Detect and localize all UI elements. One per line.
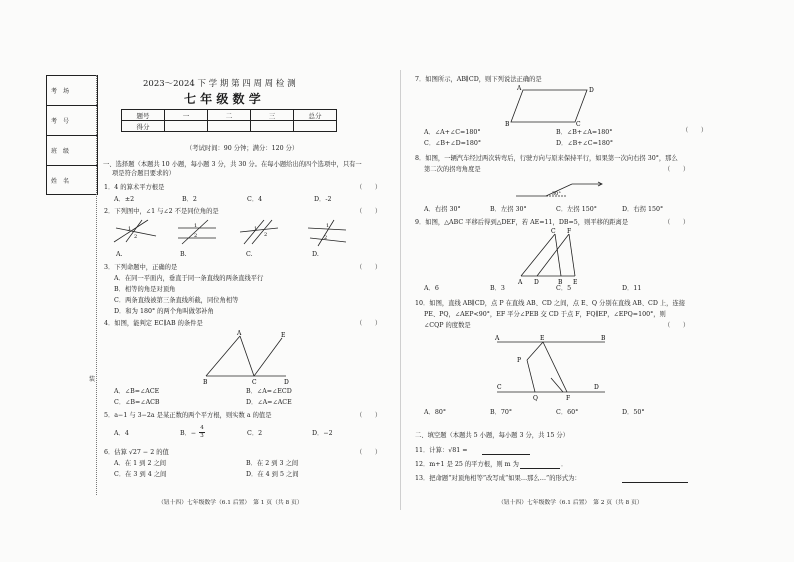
binding-mark: 装 [89,376,96,383]
q3-option-d[interactable]: D．和为 180° 的两个角叫做邻补角 [114,308,214,315]
section1-heading-cont: 项是符合题目要求的） [112,170,175,177]
q8-option-a[interactable]: A．右拐 30° [424,206,461,213]
q12-answer-blank[interactable] [520,468,560,469]
q4-figure [200,330,300,386]
q3-option-a[interactable]: A．在同一平面内，垂直于同一条直线的两条直线平行 [114,275,264,282]
q9-option-c[interactable]: C．5 [556,285,572,292]
q4-option-c[interactable]: C．∠B=∠ACB [114,399,160,406]
q4-option-d[interactable]: D．∠A=∠ACE [246,399,292,406]
q7-option-d[interactable]: D．∠B+∠C=180° [556,140,614,147]
q5-text: 5．a−1 与 3−2a 是某正数的两个平方根，则实数 a 的值是 [104,412,272,419]
score-header-cell: 题号 [122,110,165,121]
q1-paren: （ ） [356,184,382,191]
q3-option-c[interactable]: C．两条直线被第三条直线所截，同位角相等 [114,297,239,304]
q2-option-d[interactable]: D. [312,251,319,258]
footer-left: （钮十四）七年级数学（6.1 后置） 第 1 页（共 8 页） [158,500,303,506]
q9-label-b: B [558,279,563,286]
score-header-cell: 总分 [294,110,337,121]
q9-label-c: C [551,228,556,235]
q9-option-a[interactable]: A．6 [424,285,439,292]
score-row-label: 得分 [122,121,165,132]
q8-text-cont: 第二次的拐弯角度是 [424,166,481,173]
student-info-box [46,75,98,195]
exam-info: （考试时间：90 分钟；满分：120 分） [186,145,299,152]
q6-option-a[interactable]: A．在 1 到 2 之间 [114,460,167,467]
q7-paren: （ ） [682,127,708,134]
q9-label-a: A [518,279,523,286]
q7-option-a[interactable]: A．∠A+∠C=180° [424,129,481,136]
svg-text:2: 2 [134,234,138,240]
q8-angle-label: 30° [552,191,561,197]
q7-label-a: A [517,85,522,92]
score-header-cell: 一 [165,110,208,121]
q2-option-b[interactable]: B. [180,251,187,258]
q1-option-c[interactable]: C．4 [247,196,263,203]
q9-label-f: F [567,228,572,235]
q10-option-a[interactable]: A．80° [424,409,447,416]
q6-text: 6．估算 √27 − 2 的值 [104,449,169,456]
footer-right: （钮十四）七年级数学（6.1 后置） 第 2 页（共 8 页） [498,500,643,506]
q6-paren: （ ） [356,449,382,456]
score-cell[interactable] [208,121,251,132]
q12-text: 12．m+1 是 25 的平方根，则 m 为 [415,461,519,468]
score-table [121,109,337,132]
q1-option-a[interactable]: A．±2 [114,196,135,203]
q9-option-b[interactable]: B．3 [490,285,505,292]
q10-option-d[interactable]: D．50° [622,409,645,416]
q4-label-a: A [237,330,242,337]
q11-answer-blank[interactable] [482,454,530,455]
score-cell[interactable] [165,121,208,132]
q12-period: ． [561,461,568,468]
q4-label-e: E [281,332,286,339]
q10-label-q: Q [533,395,538,402]
q10-label-f: F [566,395,571,402]
exam-title: 2023～2024 下 学 期 第 四 周 周 检 测 [143,79,296,89]
score-cell[interactable] [251,121,294,132]
score-cell[interactable] [294,121,337,132]
binding-line [96,75,97,495]
section1-heading: 一、选择题（本题共 10 小题，每小题 3 分，共 30 分。在每小题给出的四个选项中，只有一 [103,161,362,168]
q10-paren: （ ） [664,322,690,329]
q10-option-b[interactable]: B．70° [490,409,513,416]
q2-text: 2．下列图中，∠1 与∠2 不是同位角的是 [104,208,219,215]
q13-answer-blank[interactable] [622,482,688,483]
q2-option-a[interactable]: A. [116,251,123,258]
q1-option-b[interactable]: B．2 [182,196,197,203]
q8-option-d[interactable]: D．右拐 150° [622,206,664,213]
sidebar-label-class: 班 级 [51,148,70,155]
q2-figures [112,218,362,248]
q7-label-d: D [589,87,594,94]
svg-text:1: 1 [326,223,330,229]
q8-option-b[interactable]: B．左拐 30° [490,206,527,213]
q9-text: 9．如图，△ABC 平移后得到△DEF，若 AE=11，DB=5，则平移的距离是 [415,219,629,226]
q7-label-c: C [576,121,581,128]
q9-option-d[interactable]: D．11 [622,285,642,292]
q7-option-c[interactable]: C．∠B+∠D=180° [424,140,482,147]
q11-text: 11．计算：√81 = [415,447,468,454]
svg-text:1: 1 [128,226,132,232]
q10-label-b: B [601,335,606,342]
q9-paren: （ ） [664,219,690,226]
q8-figure [510,176,610,202]
q5-fraction-den: 3 [200,433,204,439]
q10-text-cont2: ∠CQP 的度数是 [424,322,471,329]
q4-paren: （ ） [356,320,382,327]
svg-text:1: 1 [254,226,258,232]
q1-text: 1．4 的算术平方根是 [104,184,165,191]
q4-option-a[interactable]: A．∠B=∠ACE [114,388,160,395]
q10-option-c[interactable]: C．60° [556,409,579,416]
q8-paren: （ ） [664,166,690,173]
q4-label-d: D [284,379,289,386]
q4-option-b[interactable]: B．∠A=∠ECD [246,388,292,395]
q1-option-d[interactable]: D．-2 [314,196,332,203]
q2-paren: （ ） [356,208,382,215]
q5-paren: （ ） [356,412,382,419]
q10-label-a: A [495,335,500,342]
svg-text:2: 2 [264,232,268,238]
q10-label-p: P [517,357,522,364]
q4-label-b: B [203,379,208,386]
q5-option-b[interactable]: B．− [180,430,197,437]
section2-heading: 二、填空题（本题共 5 小题，每小题 3 分，共 15 分） [415,432,569,439]
q3-option-b[interactable]: B．相等的角是对顶角 [114,286,176,293]
q9-figure [515,226,585,284]
q3-paren: （ ） [356,264,382,271]
q13-text: 13．把命题“对顶角相等”改写成“如果…那么…”的形式为： [415,475,581,482]
q7-label-b: B [505,121,510,128]
q10-text-cont: PE、PQ，∠AEP<90°，EF 平分∠PEB 交 CD 于点 F，FQ∥EP，∠EPQ=100°，则 [424,311,666,318]
q6-option-d[interactable]: D．在 4 到 5 之间 [246,471,299,478]
score-header-cell: 三 [251,110,294,121]
svg-text:1: 1 [194,223,198,229]
q4-label-c: C [252,379,257,386]
q6-option-c[interactable]: C．在 3 到 4 之间 [114,471,167,478]
q6-option-b[interactable]: B．在 2 到 3 之间 [246,460,299,467]
sidebar-label-id: 考 号 [51,118,70,125]
q7-option-b[interactable]: B．∠B+∠A=180° [556,129,613,136]
q10-label-c: C [497,384,502,391]
q4-text: 4．如图，能判定 EC∥AB 的条件是 [104,320,203,327]
svg-text:2: 2 [324,235,328,241]
q10-figure [493,334,613,402]
q3-text: 3．下列命题中，正确的是 [104,264,178,271]
q7-text: 7．如图所示，AB∥CD，则下列说法正确的是 [415,76,542,83]
q8-text: 8．如图，一辆汽车经过两次转弯后，行驶方向与原来保持平行，如果第一次向右拐 30°，那么 [415,155,678,162]
sidebar-label-room: 考 场 [51,88,70,95]
sidebar-label-name: 姓 名 [51,178,70,185]
q2-option-c[interactable]: C. [246,251,253,258]
q9-label-d: D [534,279,539,286]
score-header-cell: 二 [208,110,251,121]
subject-title: 七 年 级 数 学 [184,92,261,106]
q10-label-e: E [540,335,545,342]
q5-fraction-num: 4 [200,425,204,431]
q9-label-e: E [573,279,578,286]
q7-figure [505,84,605,128]
svg-text:2: 2 [194,233,198,239]
q5-option-d[interactable]: D．−2 [312,430,333,437]
q5-option-c[interactable]: C．2 [247,430,263,437]
q5-option-a[interactable]: A．4 [114,430,129,437]
q10-text: 10．如图，直线 AB∥CD，点 P 在直线 AB、CD 之间，点 E、Q 分别在直线 AB、CD 上，连接 [415,300,686,307]
q10-label-d: D [594,384,599,391]
q8-option-c[interactable]: C．左拐 150° [556,206,597,213]
page-divider [400,70,401,510]
